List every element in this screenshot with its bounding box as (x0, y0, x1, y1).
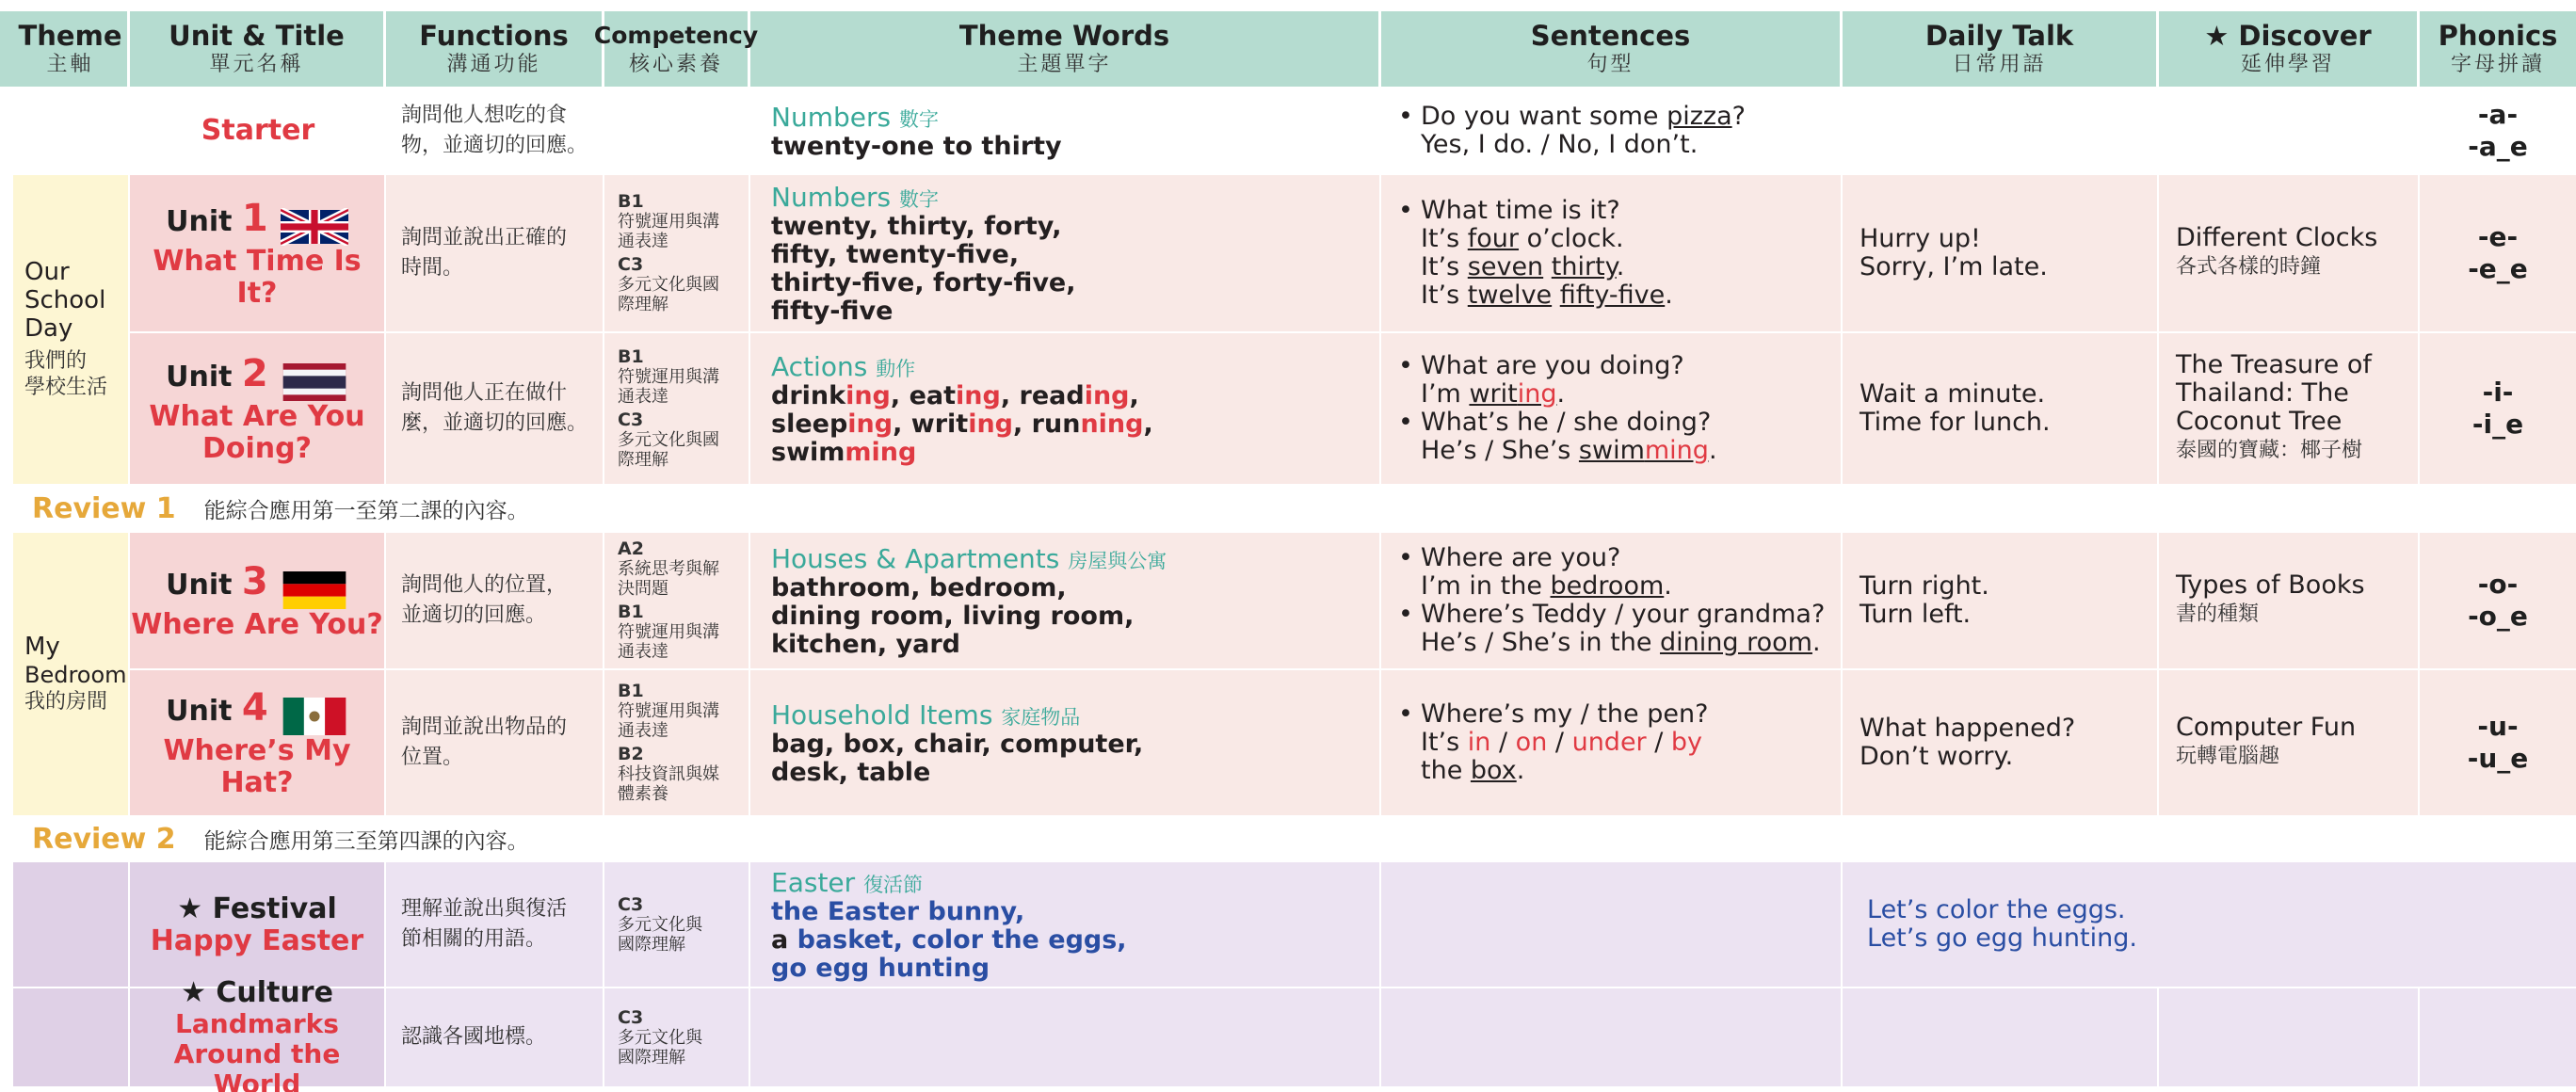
unit2-daily-talk: Wait a minute. Time for lunch. (1843, 333, 2159, 484)
unit2-title-cell: Unit 2 What Are You Doing? (130, 333, 386, 484)
starter-theme-words: Numbers 數字 twenty-one to thirty (771, 101, 1062, 161)
unit2-sentences: • What are you doing? I’m writing. • What’s he / she doing? He’s / She’s swimming. (1381, 333, 1843, 484)
unit1-title-cell: Unit 1 What Time Is It? (130, 175, 386, 331)
unit2-phonics: -i- -i_e (2471, 377, 2524, 440)
culture-daily-talk-empty (1843, 988, 2159, 1086)
unit1-discover: Different Clocks 各式各樣的時鐘 (2159, 175, 2420, 331)
unit4-daily-talk: What happened? Don’t worry. (1843, 670, 2159, 815)
unit3-discover: Types of Books 書的種類 (2159, 533, 2420, 668)
unit4-discover: Computer Fun 玩轉電腦趣 (2159, 670, 2420, 815)
festival-daily-talk: Let’s color the eggs. Let’s go egg hunting. (1867, 895, 2137, 953)
unit3-sentences: • Where are you? I’m in the bedroom. • Where’s Teddy / your grandma? He’s / She’s in the dining room. (1381, 533, 1843, 668)
culture-theme-empty (13, 988, 130, 1086)
starter-function: 詢問他人想吃的食 物，並適切的回應。 (401, 104, 588, 157)
unit4-title-cell: Unit 4 Where’s My Hat? (130, 670, 386, 815)
festival-title-cell: ★ Festival Happy Easter (130, 862, 386, 987)
unit1-theme-words: Numbers 數字 twenty, thirty, forty, fifty, twenty-five, thirty-five, forty-five, fifty-five (750, 175, 1381, 331)
germany-flag-icon (281, 571, 348, 609)
unit3-function: 詢問他人的位置， 並適切的回應。 (386, 533, 604, 668)
review1-label: Review 1 (32, 491, 176, 525)
header-theme-words: Theme Words 主題單字 (750, 11, 1381, 87)
mexico-flag-icon (281, 698, 348, 735)
culture-discover-empty (2159, 988, 2420, 1086)
unit3-competency: A2 系統思考與解 決問題 B1 符號運用與溝 通表達 (604, 533, 750, 668)
festival-competency: C3 多元文化與 國際理解 (604, 862, 750, 987)
thailand-flag-icon (281, 363, 348, 401)
unit1-phonics: -e- -e_e (2468, 221, 2528, 284)
unit2-row (130, 333, 2576, 484)
header-competency: Competency 核心素養 (604, 11, 750, 87)
unit1-daily-talk: Hurry up! Sorry, I’m late. (1843, 175, 2159, 331)
unit4-function: 詢問並說出物品的 位置。 (386, 670, 604, 815)
unit2-theme-words: Actions 動作 drinking, eating, reading, sleeping, writing, running, swimming (750, 333, 1381, 484)
unit4-phonics: -u- -u_e (2467, 711, 2529, 774)
unit3-row (130, 533, 2576, 670)
header-discover: ★ Discover 延伸學習 (2159, 11, 2420, 87)
culture-function: 認識各國地標。 (386, 988, 604, 1086)
unit3-phonics: -o- -o_e (2468, 569, 2528, 632)
festival-theme-words: Easter 復活節 the Easter bunny, a basket, color the eggs, go egg hunting (750, 862, 1381, 987)
header-unit: Unit & Title 單元名稱 (130, 11, 386, 87)
culture-sentences-empty (1381, 988, 1843, 1086)
uk-flag-icon (281, 208, 348, 246)
unit1-row (130, 175, 2576, 333)
starter-phonics: -a- -a_e (2468, 99, 2528, 162)
header-daily-talk: Daily Talk 日常用語 (1843, 11, 2159, 87)
festival-row (13, 862, 2576, 988)
festival-theme-empty (13, 862, 130, 987)
unit2-function: 詢問他人正在做什 麼，並適切的回應。 (386, 333, 604, 484)
unit4-sentences: • Where’s my / the pen? It’s in / on / under / by the box. (1381, 670, 1843, 815)
starter-title: Starter (201, 114, 315, 147)
culture-title-cell: ★ Culture Landmarks Around the World (130, 988, 386, 1086)
unit4-row (130, 670, 2576, 815)
culture-competency: C3 多元文化與 國際理解 (604, 988, 750, 1086)
theme-bedroom: My Bedroom 我的房間 (13, 533, 130, 815)
unit1-competency: B1 符號運用與溝 通表達 C3 多元文化與國 際理解 (604, 175, 750, 331)
culture-row (13, 975, 2576, 1092)
review2-row (0, 815, 2576, 862)
unit1-sentences: • What time is it? It’s four o’clock. It’s seven thirty. It’s twelve fifty-five. (1381, 175, 1843, 331)
unit2-competency: B1 符號運用與溝 通表達 C3 多元文化與國 際理解 (604, 333, 750, 484)
header-functions: Functions 溝通功能 (386, 11, 604, 87)
header-phonics: Phonics 字母拼讀 (2438, 20, 2558, 76)
unit3-theme-words: Houses & Apartments 房屋與公寓 bathroom, bedroom, dining room, living room, kitchen, yard (750, 533, 1381, 668)
festival-sentences-empty (1381, 862, 1843, 987)
unit4-theme-words: Household Items 家庭物品 bag, box, chair, computer, desk, table (750, 670, 1381, 815)
review2-text: 能綜合應用第三至第四課的內容。 (203, 828, 529, 854)
culture-theme-words-empty (750, 988, 1381, 1086)
unit2-discover: The Treasure of Thailand: The Coconut Tree 泰國的寶藏：椰子樹 (2159, 333, 2420, 484)
header-row (0, 11, 2576, 87)
starter-row (0, 87, 2576, 175)
unit3-daily-talk: Turn right. Turn left. (1843, 533, 2159, 668)
review1-row (0, 484, 2576, 533)
header-theme: Theme 主軸 (13, 11, 130, 87)
unit4-competency: B1 符號運用與溝 通表達 B2 科技資訊與媒 體素養 (604, 670, 750, 815)
festival-function: 理解並說出與復活 節相關的用語。 (386, 862, 604, 987)
review2-label: Review 2 (32, 822, 176, 856)
culture-phonics-empty (2420, 988, 2576, 1086)
theme-school-day: Our School Day 我們的 學校生活 (13, 175, 130, 484)
header-sentences: Sentences 句型 (1381, 11, 1843, 87)
unit3-title-cell: Unit 3 Where Are You? (130, 533, 386, 668)
starter-sentences: • Do you want some pizza? Yes, I do. / No, I don’t. (1381, 87, 1843, 175)
review1-text: 能綜合應用第一至第二課的內容。 (203, 498, 529, 523)
unit1-function: 詢問並說出正確的 時間。 (386, 175, 604, 331)
